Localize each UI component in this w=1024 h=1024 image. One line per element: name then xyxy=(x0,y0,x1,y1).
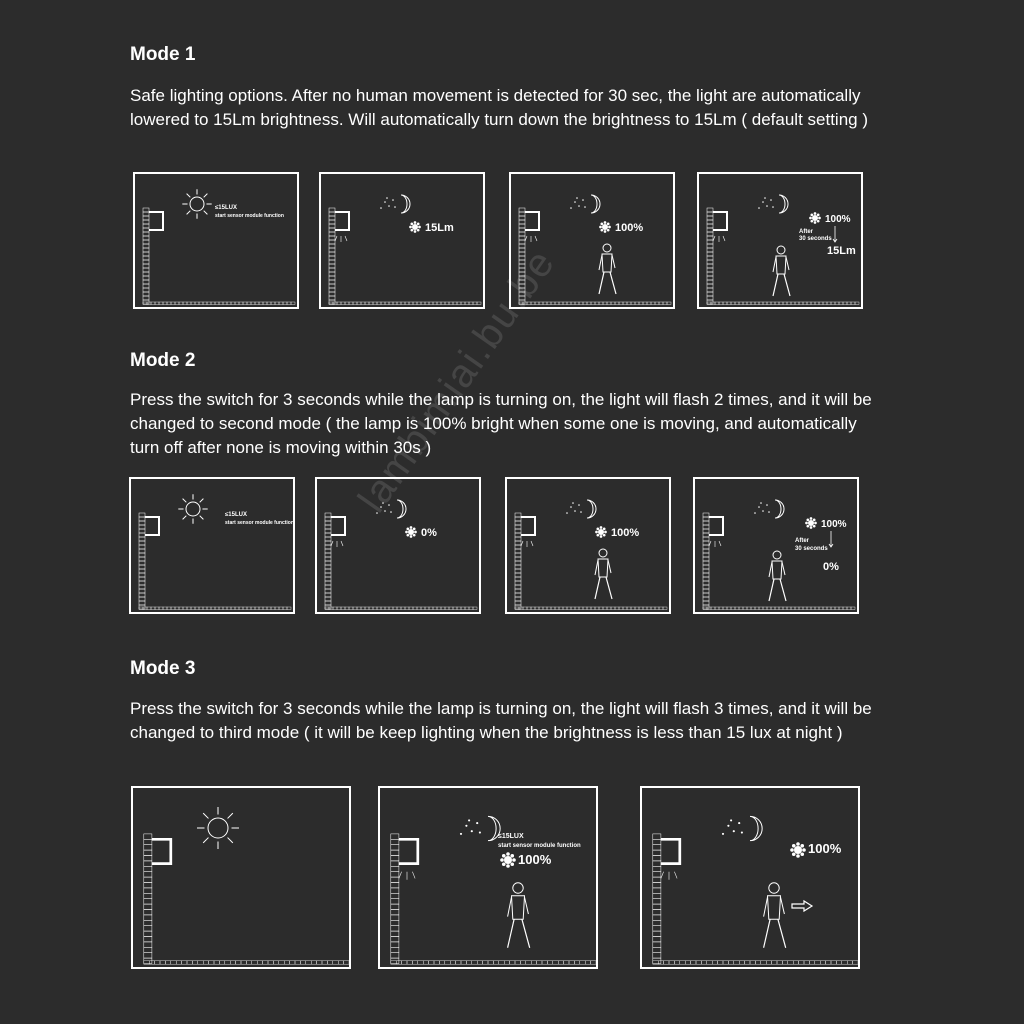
panel-illustration xyxy=(695,479,857,612)
lamp-icon xyxy=(335,212,349,230)
mode-1-panel-1 xyxy=(133,172,299,309)
walking-person-icon xyxy=(773,246,790,296)
mode-2-description: Press the switch for 3 seconds while the lamp is turning on, the light will flash 2 times, and it will be changed to second mode ( the lamp is 100% bright when some one is moving, and automatically turn off after none is moving within 30s ) xyxy=(130,390,872,457)
brightness-label: 15Lm xyxy=(425,222,454,234)
ground-icon xyxy=(703,607,855,610)
mode-1-title: Mode 1 xyxy=(130,44,196,65)
panel-illustration xyxy=(380,788,596,967)
ground-icon xyxy=(143,302,295,305)
sun-icon xyxy=(182,189,211,218)
ground-icon xyxy=(519,302,671,305)
sun-icon xyxy=(178,494,207,523)
lux-threshold-label: ≤15LUX xyxy=(498,833,524,840)
mode-3-description: Press the switch for 3 seconds while the lamp is turning on, the light will flash 3 times, and it will be changed to third mode ( it will be keep lighting when the brightness is less than 15 lux at night ) xyxy=(130,699,872,742)
ground-icon xyxy=(707,302,859,305)
panel-illustration xyxy=(133,788,349,967)
sensor-waves-icon xyxy=(713,236,725,242)
brick-wall-icon xyxy=(144,834,152,964)
walking-person-icon xyxy=(508,883,530,948)
mode-3-panel-2 xyxy=(378,786,598,969)
ground-icon xyxy=(144,961,349,964)
lamp-icon xyxy=(399,839,418,863)
ground-icon xyxy=(653,961,858,964)
bright-light-icon xyxy=(790,842,806,858)
sensor-waves-icon xyxy=(335,236,347,242)
lamp-icon xyxy=(152,839,171,863)
panel-illustration xyxy=(699,174,861,307)
moon-stars-icon xyxy=(722,816,762,840)
moon-stars-icon xyxy=(758,195,788,213)
brick-wall-icon xyxy=(703,513,709,609)
result-brightness-label: 15Lm xyxy=(827,245,856,257)
mode-3-panel-3 xyxy=(640,786,860,969)
moon-stars-icon xyxy=(570,195,600,213)
lamp-icon xyxy=(149,212,163,230)
down-arrow-icon xyxy=(833,226,837,242)
sensor-start-label: start sensor module function xyxy=(225,520,294,526)
sensor-waves-icon xyxy=(521,541,533,547)
mode-1-description: Safe lighting options. After no human movement is detected for 30 sec, the light are automatically lowered to 15Lm brightness. Will automatically turn down the brightness to 15Lm ( default setting ) xyxy=(130,86,868,129)
brick-wall-icon xyxy=(653,834,661,964)
lamp-icon xyxy=(521,517,535,535)
mode-3-panel-1 xyxy=(131,786,351,969)
sun-icon xyxy=(197,807,239,849)
bright-light-icon xyxy=(409,221,421,233)
sensor-waves-icon xyxy=(661,872,677,880)
bright-light-icon xyxy=(500,852,516,868)
brightness-label: 100% xyxy=(615,222,644,234)
ground-icon xyxy=(329,302,481,305)
lux-threshold-label: ≤15LUX xyxy=(225,512,247,518)
lamp-icon xyxy=(331,517,345,535)
mode-2-panel-3 xyxy=(505,477,671,614)
mode-1-panel-2 xyxy=(319,172,485,309)
panel-illustration xyxy=(507,479,669,612)
brightness-label: 0% xyxy=(421,527,437,539)
moon-stars-icon xyxy=(566,500,596,518)
mode-2-panel-4 xyxy=(693,477,859,614)
ground-icon xyxy=(391,961,596,964)
panel-illustration xyxy=(321,174,483,307)
after-label: After xyxy=(799,229,814,235)
after-seconds-label: 30 seconds xyxy=(799,236,832,242)
mode-1-panel-4 xyxy=(697,172,863,309)
walking-person-icon xyxy=(769,551,786,601)
bright-light-icon xyxy=(599,221,611,233)
bright-light-icon xyxy=(405,526,417,538)
lamp-icon xyxy=(713,212,727,230)
moon-stars-icon xyxy=(380,195,410,213)
moon-stars-icon xyxy=(460,816,500,840)
walking-person-icon xyxy=(599,244,616,294)
lux-threshold-label: ≤15LUX xyxy=(215,205,237,211)
bright-light-icon xyxy=(595,526,607,538)
brightness-label: 100% xyxy=(825,214,851,225)
result-brightness-label: 0% xyxy=(823,561,839,573)
brick-wall-icon xyxy=(391,834,399,964)
brick-wall-icon xyxy=(139,513,145,609)
mode-3-title: Mode 3 xyxy=(130,658,196,679)
brightness-label: 100% xyxy=(808,841,842,856)
mode-2-title: Mode 2 xyxy=(130,350,196,371)
panel-illustration xyxy=(135,174,297,307)
down-arrow-icon xyxy=(829,531,833,547)
brick-wall-icon xyxy=(143,208,149,304)
lamp-icon xyxy=(709,517,723,535)
sensor-start-label: start sensor module function xyxy=(215,213,284,219)
brightness-label: 100% xyxy=(611,527,640,539)
right-arrow-icon xyxy=(792,901,812,911)
sensor-waves-icon xyxy=(399,872,415,880)
after-label: After xyxy=(795,538,810,544)
brick-wall-icon xyxy=(325,513,331,609)
brick-wall-icon xyxy=(515,513,521,609)
mode-2-panel-1 xyxy=(129,477,295,614)
ground-icon xyxy=(515,607,667,610)
lamp-icon xyxy=(525,212,539,230)
ground-icon xyxy=(139,607,291,610)
panel-illustration xyxy=(642,788,858,967)
lamp-icon xyxy=(145,517,159,535)
sensor-waves-icon xyxy=(709,541,721,547)
panel-illustration xyxy=(131,479,293,612)
walking-person-icon xyxy=(595,549,612,599)
bright-light-icon xyxy=(805,517,817,529)
bright-light-icon xyxy=(809,212,821,224)
after-seconds-label: 30 seconds xyxy=(795,546,828,552)
walking-person-icon xyxy=(764,883,786,948)
lamp-icon xyxy=(661,839,680,863)
brightness-label: 100% xyxy=(518,852,552,867)
ground-icon xyxy=(325,607,477,610)
brick-wall-icon xyxy=(329,208,335,304)
moon-stars-icon xyxy=(754,500,784,518)
watermark: lambimiai.bu.be xyxy=(350,240,564,521)
sensor-waves-icon xyxy=(331,541,343,547)
sensor-start-label: start sensor module function xyxy=(498,843,581,849)
brightness-label: 100% xyxy=(821,519,847,530)
brick-wall-icon xyxy=(707,208,713,304)
